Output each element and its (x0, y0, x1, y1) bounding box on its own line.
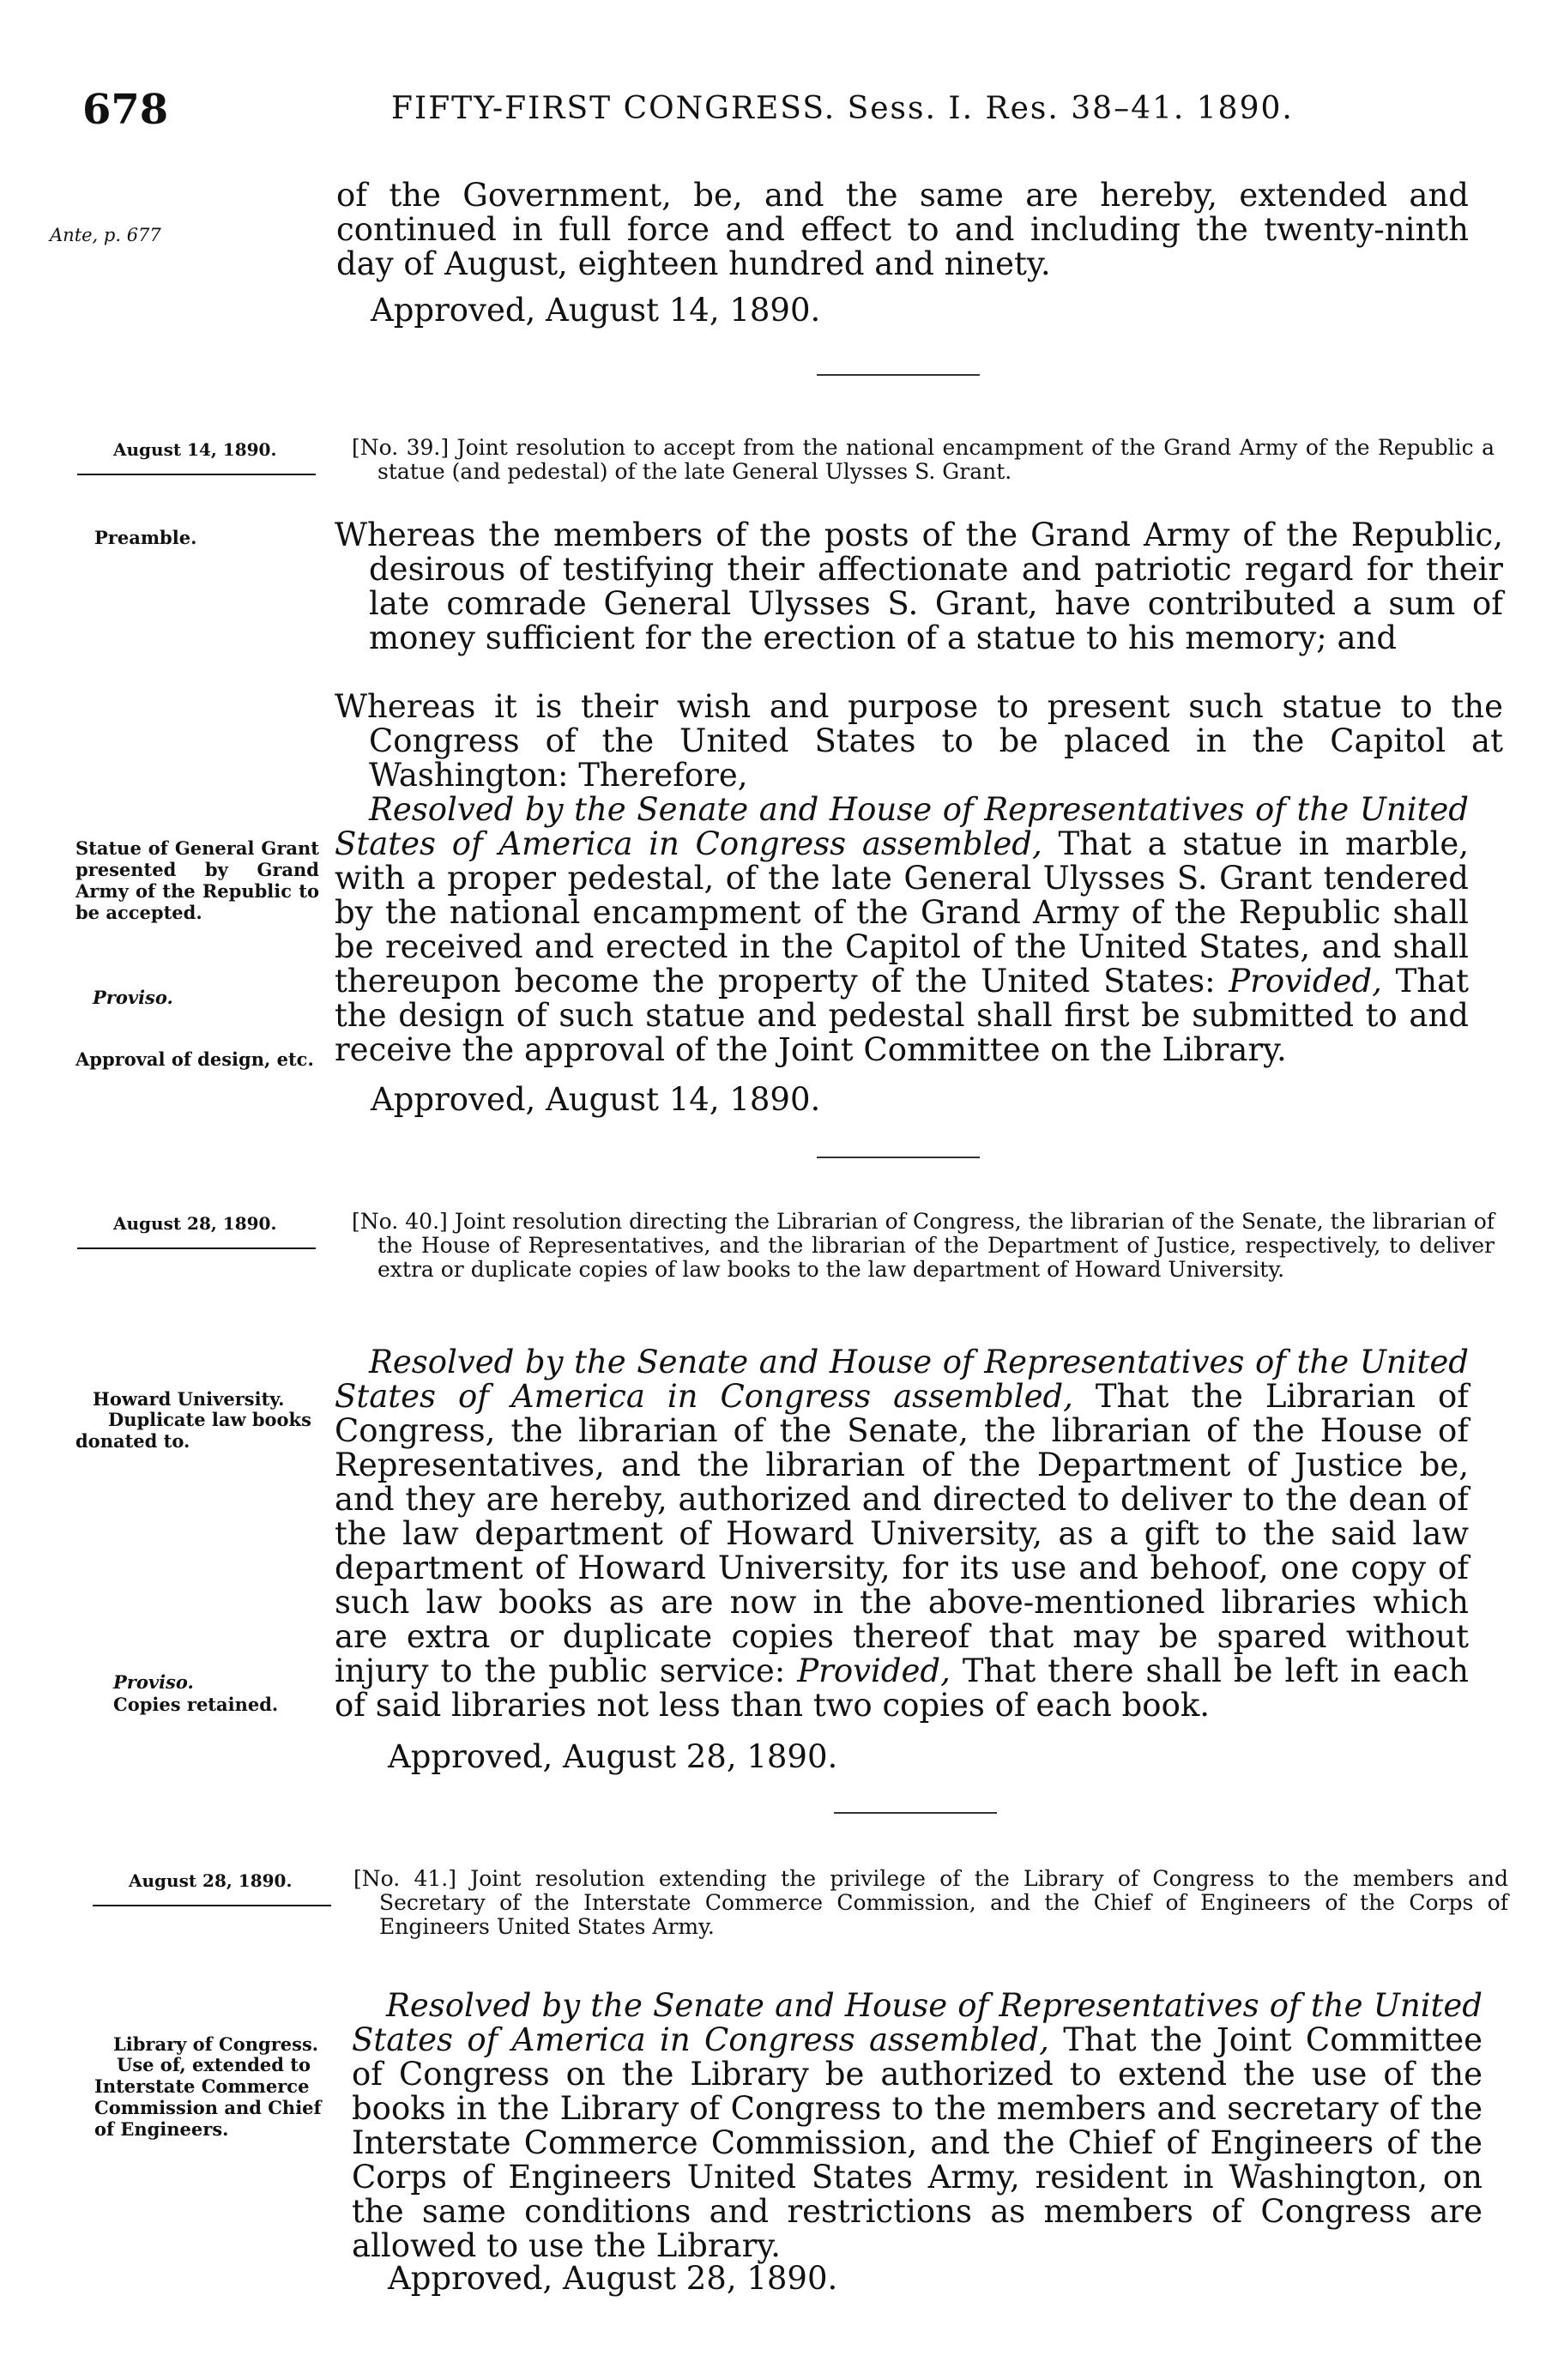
res39-date: August 14, 1890. (113, 439, 277, 460)
res40-enacting: Resolved by the Senate and House of Representatives of the United States of America in Congress assembled, (335, 1344, 1469, 1415)
res39-approved: Approved, August 14, 1890. (371, 1081, 821, 1118)
res39-margin-statue: Statue of General Grant presented by Grand Army of the Republic to be accepted. (75, 837, 319, 923)
res41-approved: Approved, August 28, 1890. (388, 2260, 838, 2297)
res41-margin-use: Use of, extended to Interstate Commerce Commission and Chief of Engineers. (94, 2054, 322, 2140)
separator-rule (817, 374, 980, 376)
res40-date: August 28, 1890. (113, 1213, 277, 1234)
res40-margin-copies: Copies retained. (113, 1694, 279, 1715)
approved-continuation: Approved, August 14, 1890. (371, 292, 821, 329)
res41-enacting: Resolved by the Senate and House of Representatives of the United States of America in Congress assembled, (352, 1987, 1483, 2058)
separator-rule (834, 1812, 997, 1814)
running-head: FIFTY-FIRST CONGRESS. Sess. I. Res. 38–41. 1890. (391, 91, 1294, 126)
res39-margin-approval: Approval of design, etc. (75, 1048, 314, 1070)
res40-date-rule (77, 1247, 316, 1249)
res41-date: August 28, 1890. (129, 1870, 293, 1891)
res41-text: That the Joint Committee of Congress on the Library be authorized to extend the use of the books in the Library of Congress to the members and secretary of the Interstate Commerce Commission, and the Chief of Engineers of the Corps of Engineers United States Army, resident in Washington, on the same conditions and restrictions as members of Congress are allowed to use the Library. (352, 2021, 1483, 2264)
margin-note-ante: Ante, p. 677 (50, 225, 161, 245)
res39-whereas-2: Whereas it is their wish and purpose to present such statue to the Congress of the United States to be placed in the Capitol at Washington: Therefore, (335, 688, 1503, 794)
res40-margin-duplicate: Duplicate law books donated to. (75, 1409, 311, 1452)
res39-enacting: Resolved by the Senate and House of Representatives of the United States of America in Congress assembled, (335, 791, 1469, 862)
page-number: 678 (82, 86, 169, 134)
res39-provided: Provided, (1229, 963, 1382, 1000)
page-header (82, 86, 1489, 137)
res39-margin-preamble: Preamble. (94, 527, 197, 548)
res39-margin-proviso: Proviso. (93, 987, 173, 1008)
continuation-text: of the Government, be, and the same are hereby, extended and continued in full force and effect to and including the twenty-ninth day of August, eighteen hundred and ninety. (336, 177, 1469, 282)
res40-text: That the Librarian of Congress, the librarian of the Senate, the librarian of the House of Representatives, and the librarian of the Department of Justice be, and they are hereby, authorized and directed to deliver to the dean of the law department of Howard University, as a gift to the said law department of Howard University, for its use and behoof, one copy of such law books as are now in the above-mentioned libraries which are extra or duplicate copies thereof that may be spared without injury to the public service: (335, 1378, 1469, 1689)
res40-approved: Approved, August 28, 1890. (388, 1738, 838, 1775)
res40-margin-howard: Howard University. (93, 1388, 285, 1410)
res39-proviso: That the design of such statue and pedestal shall first be submitted to and receive the approval of the Joint Committee on the Library. (335, 963, 1470, 1068)
res40-proviso: That there shall be left in each of said libraries not less than two copies of each book. (335, 1652, 1469, 1724)
res41-body (352, 1989, 1483, 2263)
res40-margin-proviso: Proviso. (113, 1671, 194, 1693)
res39-body (335, 793, 1469, 1067)
res41-margin-library: Library of Congress. (113, 2033, 319, 2055)
res39-text: That a statue in marble, with a proper pedestal, of the late General Ulysses S. Grant tendered by the national encampment of the Grand Army of the Republic shall be received and erected in the Capitol of the United States, and shall thereupon become the property of the United States: (335, 825, 1469, 1000)
res39-whereas-1: Whereas the members of the posts of the Grand Army of the Republic, desirous of testifying their affectionate and patriotic regard for their late comrade General Ulysses S. Grant, have contributed a sum of money sufficient for the erection of a statue to his memory; and (335, 516, 1503, 656)
separator-rule (817, 1157, 980, 1158)
res39-heading: [No. 39.] Joint resolution to accept from the national encampment of the Grand Army of the Republic a statue (and pedestal) of the late General Ulysses S. Grant. (352, 435, 1495, 484)
res39-date-rule (77, 474, 316, 475)
res40-provided: Provided, (797, 1652, 951, 1689)
res41-date-rule (93, 1905, 331, 1906)
res40-heading: [No. 40.] Joint resolution directing the Librarian of Congress, the librarian of the Senate, the librarian of the House of Representatives, and the librarian of the Department of Justice, respectively, to deliver extra or duplicate copies of law books to the law department of Howard University. (352, 1209, 1495, 1282)
res40-body (335, 1345, 1469, 1723)
res41-heading: [No. 41.] Joint resolution extending the privilege of the Library of Congress to the members and Secretary of the Interstate Commerce Commission, and the Chief of Engineers of the Corps of Engineers United States Army. (353, 1866, 1508, 1939)
